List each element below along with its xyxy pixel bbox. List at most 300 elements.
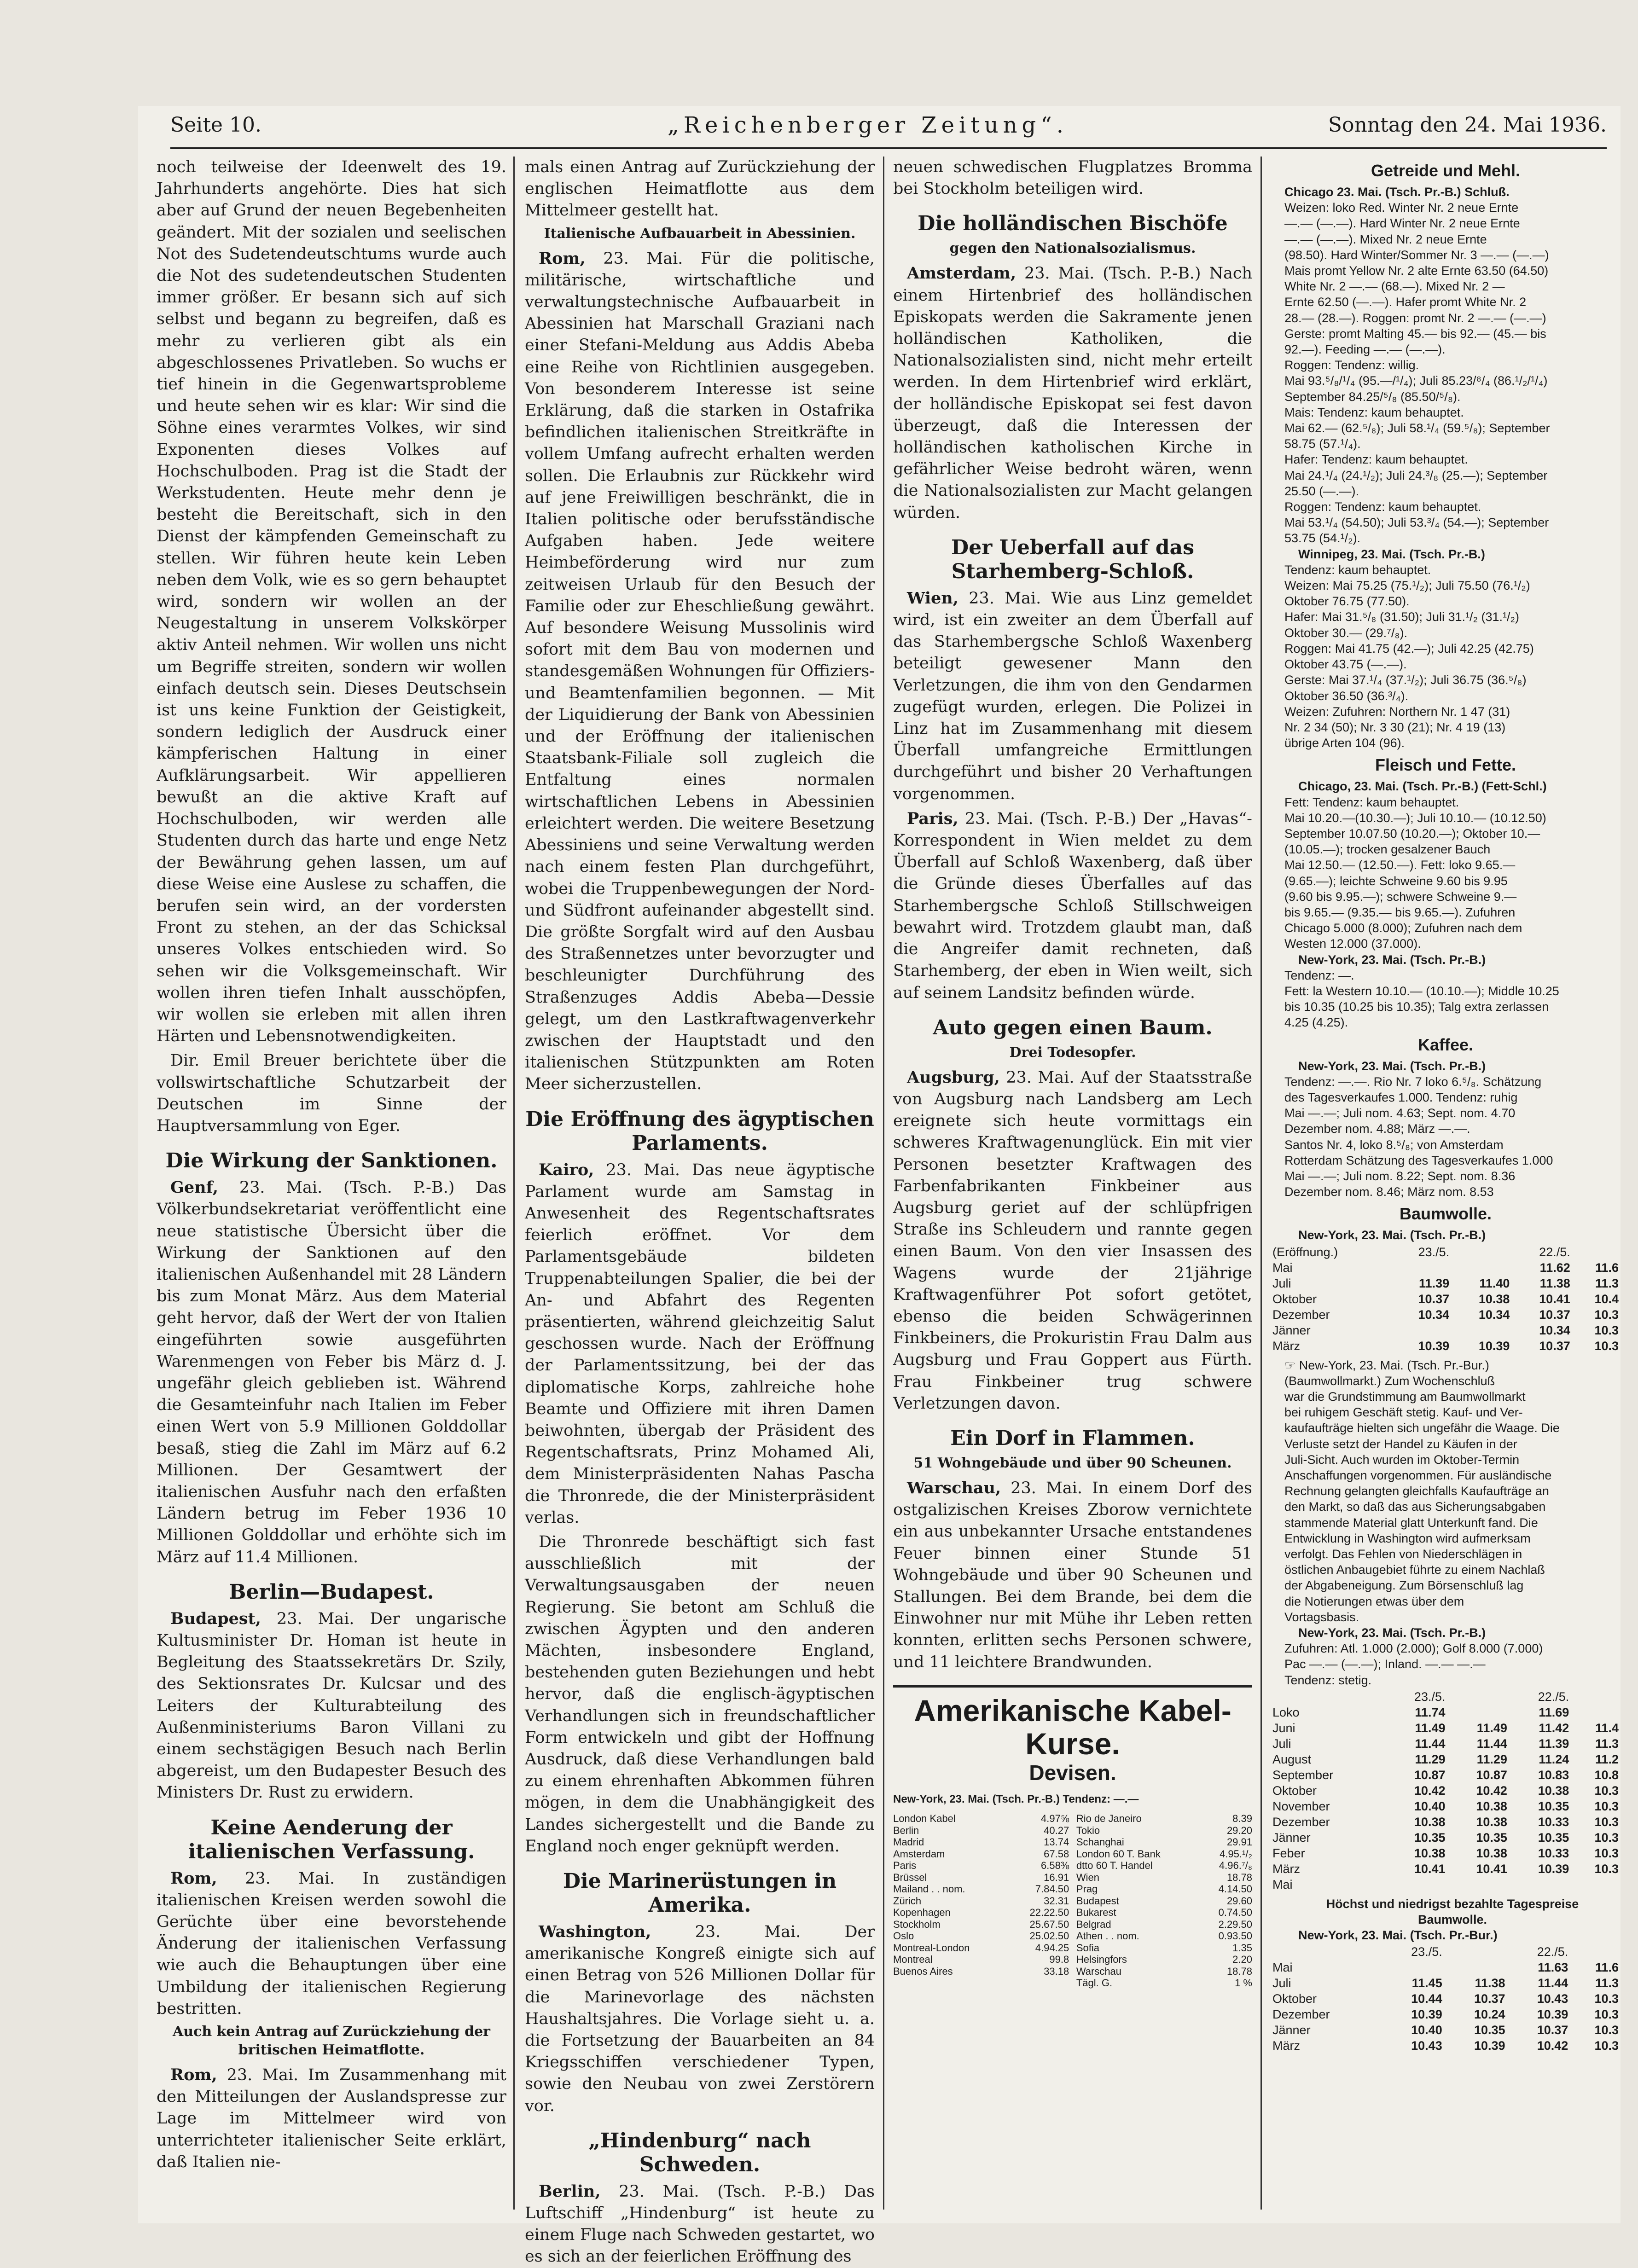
column-3 bbox=[893, 157, 1252, 2210]
table-value: 10.35 bbox=[1476, 1830, 1507, 1845]
market-block bbox=[1271, 1641, 1621, 1688]
table-header bbox=[1570, 1944, 1621, 1960]
table-value: 11.38 bbox=[1475, 1976, 1505, 1990]
table-value bbox=[1571, 1705, 1621, 1720]
devisen-place: Belgrad bbox=[1076, 1918, 1111, 1930]
table-value: 11.44 bbox=[1538, 1976, 1568, 1990]
market-line: 25.50 (—.—). bbox=[1284, 484, 1359, 498]
table-value: 10.3 bbox=[1594, 1862, 1619, 1876]
market-line: 92.—). Feeding —.— (—.—). bbox=[1284, 342, 1446, 357]
devisen-row bbox=[1076, 1966, 1252, 1978]
table-month: Juli bbox=[1272, 1976, 1291, 1990]
devisen-rate: 4.14.50 bbox=[1218, 1883, 1252, 1895]
market-block bbox=[1271, 1074, 1621, 1200]
table-month: März bbox=[1272, 1339, 1300, 1353]
devisen-place: Buenos Aires bbox=[893, 1965, 953, 1977]
table-value: 11.74 bbox=[1415, 1705, 1446, 1719]
devisen-row bbox=[1076, 1883, 1252, 1895]
table-row bbox=[1271, 1830, 1621, 1845]
market-line: war die Grundstimmung am Baumwollmarkt bbox=[1284, 1390, 1526, 1404]
table-value: 11.40 bbox=[1479, 1276, 1510, 1290]
table-value: 10.42 bbox=[1537, 2039, 1568, 2053]
table-row bbox=[1271, 1720, 1621, 1736]
table-value: 10.39 bbox=[1537, 2007, 1568, 2022]
dateline: Genf, bbox=[170, 1178, 219, 1197]
table-value: 11.44 bbox=[1476, 1736, 1507, 1751]
section-getreide: Getreide und Mehl. bbox=[1371, 161, 1521, 180]
market-line: Oktober 30.— (29.⁷/₈). bbox=[1284, 626, 1408, 640]
devisen-row bbox=[893, 1836, 1069, 1848]
table-value: 11.24 bbox=[1539, 1752, 1569, 1766]
table-month: Juli bbox=[1272, 1276, 1291, 1290]
dateline: Berlin, bbox=[539, 2181, 601, 2201]
devisen-place: dtto 60 T. Handel bbox=[1076, 1860, 1153, 1872]
market-line: Fett: la Western 10.10.— (10.10.—); Middle 10.25 bbox=[1284, 984, 1559, 998]
market-line: Hafer: Mai 31.⁵/₈ (31.50); Juli 31.¹/₂ (31.¹/₂) bbox=[1284, 610, 1520, 624]
table-value: 11.49 bbox=[1415, 1721, 1446, 1735]
table-month: Oktober bbox=[1272, 1783, 1317, 1798]
table-header bbox=[1444, 1944, 1507, 1960]
devisen-rate: 16.91 bbox=[1044, 1871, 1069, 1883]
article-body: Berlin, 23. Mai. (Tsch. P.-B.) Das Luftschiff „Hindenburg“ ist heute zu einem Fluge nach Schweden gestartet, wo es sich an der feierlichen Eröffnung des bbox=[525, 2181, 875, 2266]
table-value: 10.38 bbox=[1538, 1783, 1569, 1798]
devisen-rate: 7.84.50 bbox=[1035, 1883, 1069, 1895]
market-line: kaufaufträge hielten sich ungefähr die Waage. Die bbox=[1284, 1421, 1560, 1435]
dateline: Wien, bbox=[907, 588, 958, 608]
market-line: (9.60 bis 9.95.—); schwere Schweine 9.— bbox=[1284, 889, 1517, 904]
table-month: Oktober bbox=[1272, 1292, 1317, 1306]
table-month: Jänner bbox=[1272, 1830, 1311, 1845]
baumwolle-table-eroeffnung bbox=[1271, 1244, 1621, 1354]
devisen-row bbox=[1076, 1942, 1252, 1954]
table-row bbox=[1271, 1736, 1621, 1752]
devisen-title: Devisen. bbox=[1029, 1760, 1116, 1785]
table-value: 11.63 bbox=[1538, 1961, 1568, 1975]
dateline: Kairo, bbox=[539, 1160, 594, 1179]
devisen-row bbox=[1076, 1825, 1252, 1837]
article-continuation: mals einen Antrag auf Zurückziehung der englischen Heimatflotte aus dem Mittelmeer gestellt hat. bbox=[525, 158, 875, 220]
market-line: Chicago 5.000 (8.000); Zufuhren nach dem bbox=[1284, 921, 1522, 935]
devisen-place: Tägl. G. bbox=[1076, 1977, 1113, 1989]
table-month: Dezember bbox=[1272, 1307, 1330, 1322]
table-value bbox=[1444, 1960, 1507, 1975]
dateline: Amsterdam, bbox=[907, 264, 1016, 283]
table-month: Oktober bbox=[1272, 1992, 1317, 2006]
devisen-place: Mailand . . nom. bbox=[893, 1883, 965, 1895]
table-header bbox=[1271, 1689, 1385, 1705]
table-value: 10.87 bbox=[1414, 1768, 1446, 1782]
table-month: November bbox=[1272, 1799, 1330, 1813]
market-line: Zufuhren: Atl. 1.000 (2.000); Golf 8.000 (7.000) bbox=[1284, 1642, 1543, 1656]
headline-sanktionen: Die Wirkung der Sanktionen. bbox=[165, 1149, 498, 1173]
devisen-rate: 29.60 bbox=[1226, 1895, 1252, 1907]
devisen-place: Zürich bbox=[893, 1895, 922, 1907]
table-row bbox=[1271, 1845, 1621, 1861]
table-value: 10.40 bbox=[1411, 2023, 1442, 2037]
market-line: —.— (—.—). Hard Winter Nr. 2 neue Ernte bbox=[1284, 216, 1520, 231]
market-dateline: New-York, 23. Mai. (Tsch. Pr.-B.) bbox=[1298, 1228, 1486, 1242]
table-value: 10.3 bbox=[1594, 1992, 1619, 2006]
headline-marine: Die Marinerüstungen in Amerika. bbox=[563, 1869, 837, 1917]
table-month: Feber bbox=[1272, 1846, 1305, 1860]
table-value: 10.38 bbox=[1414, 1846, 1446, 1860]
table-value: 11.42 bbox=[1539, 1721, 1569, 1735]
table-row bbox=[1271, 1814, 1621, 1830]
masthead: „Reichenberger Zeitung“. bbox=[668, 112, 1069, 138]
table-value: 10.39 bbox=[1418, 1339, 1450, 1353]
market-line: Mai 53.¹/₄ (54.50); Juli 53.³/₄ (54.—); September bbox=[1284, 516, 1549, 530]
devisen-rate: 1 % bbox=[1235, 1977, 1252, 1989]
market-line: 53.75 (54.¹/₂). bbox=[1284, 531, 1361, 545]
devisen-rate: 29.20 bbox=[1226, 1824, 1252, 1836]
market-line: Roggen: Tendenz: willig. bbox=[1284, 358, 1419, 372]
table-value: 10.87 bbox=[1476, 1768, 1507, 1782]
table-month: Jänner bbox=[1272, 1323, 1311, 1337]
devisen-table bbox=[893, 1813, 1252, 1989]
market-dateline: New-York, 23. Mai. (Tsch. Pr.-B.) bbox=[1298, 952, 1486, 967]
table-header: 22./5. bbox=[1538, 1689, 1569, 1704]
market-line: Mai —.—; Juli nom. 8.22; Sept. nom. 8.36 bbox=[1284, 1169, 1516, 1183]
devisen-row bbox=[893, 1825, 1069, 1837]
table-value: 10.34 bbox=[1539, 1323, 1570, 1337]
market-line: Mais: Tendenz: kaum behauptet. bbox=[1284, 405, 1464, 419]
market-line: Mai 12.50.— (12.50.—). Fett: loko 9.65.— bbox=[1284, 858, 1516, 872]
market-dateline: Winnipeg, 23. Mai. (Tsch. Pr.-B.) bbox=[1298, 547, 1485, 561]
devisen-rate: 1.35 bbox=[1232, 1942, 1252, 1954]
devisen-row bbox=[893, 1966, 1069, 1978]
table-value: 10.37 bbox=[1474, 1992, 1505, 2006]
column-rule bbox=[1260, 157, 1262, 2210]
devisen-row bbox=[893, 1872, 1069, 1884]
table-value: 11.3 bbox=[1595, 1736, 1619, 1751]
market-line: (Baumwollmarkt.) Zum Wochenschluß bbox=[1284, 1374, 1495, 1388]
devisen-place: Montreal-London bbox=[893, 1942, 970, 1954]
table-value bbox=[1381, 1960, 1444, 1975]
kabel-kurse-title: Amerikanische Kabel-Kurse. bbox=[914, 1693, 1231, 1761]
article-body: Genf, 23. Mai. (Tsch. P.-B.) Das Völkerbundsekretariat veröffentlicht eine neue statistische Übersicht über die Wirkung der Sanktionen auf den italienischen Außenhandel mit 28 Ländern bis zum Monat März. Aus dem Material geht hervor, daß der Wert der von Italien eingeführten sowie ausgeführten Warenmengen von Feber bis März d. J. ungefähr gleich geblieben ist. Während die Gesamteinfuhr nach Italien im Feber einen Wert von 5.9 Millionen Golddollar besaß, stieg die Zahl im März auf 6.2 Millionen. Der Gesamtwert der italienischen Ausfuhr nach den erfaßten Ländern betrug im Feber 1936 10 Millionen Golddollar und erhöhte sich im März auf 11.4 Millionen. bbox=[157, 1178, 506, 1566]
devisen-row bbox=[1076, 1930, 1252, 1942]
devisen-place: Prag bbox=[1076, 1883, 1098, 1895]
devisen-row bbox=[1076, 1813, 1252, 1825]
market-line: White Nr. 2 —.— (68.—). Mixed Nr. 2 — bbox=[1284, 279, 1505, 294]
devisen-row bbox=[893, 1907, 1069, 1919]
devisen-place: Oslo bbox=[893, 1930, 914, 1942]
table-value: 10.38 bbox=[1478, 1292, 1510, 1306]
table-value: 10.3 bbox=[1594, 1815, 1619, 1829]
table-month: Jänner bbox=[1272, 2023, 1311, 2037]
market-line: Tendenz: stetig. bbox=[1284, 1673, 1372, 1687]
devisen-rate: 29.91 bbox=[1226, 1836, 1252, 1848]
table-value: 11.39 bbox=[1539, 1736, 1569, 1751]
table-header: 23./5. bbox=[1411, 1945, 1442, 1959]
table-value: 10.37 bbox=[1539, 1339, 1570, 1353]
devisen-rate: 4.97⅝ bbox=[1041, 1813, 1069, 1825]
table-value: 10.35 bbox=[1538, 1830, 1569, 1845]
dateline: Paris, bbox=[907, 809, 958, 828]
market-line: Oktober 76.75 (77.50). bbox=[1284, 594, 1410, 609]
section-kaffee: Kaffee. bbox=[1417, 1035, 1474, 1054]
market-line: Nr. 2 34 (50); Nr. 3 30 (21); Nr. 4 19 (13) bbox=[1284, 720, 1506, 734]
devisen-rate: 4.94.25 bbox=[1035, 1942, 1069, 1954]
headline-berlin-budapest: Berlin—Budapest. bbox=[229, 1580, 434, 1604]
table-value: 10.38 bbox=[1476, 1799, 1507, 1813]
market-line: Roggen: Tendenz: kaum behauptet. bbox=[1284, 500, 1481, 514]
table-header: (Eröffnung.) bbox=[1272, 1245, 1338, 1259]
table-value: 11.39 bbox=[1419, 1276, 1450, 1290]
market-line: 58.75 (57.¹/₄). bbox=[1284, 437, 1361, 451]
article-body: Rom, 23. Mai. Für die politische, militärische, wirtschaftliche und verwaltungstechnische Aufbauarbeit in Abessinien hat Marschall Graziani nach einer Stefani-Meldung aus Addis Abeba eine Reihe von Richtlinien ausgegeben. Von besonderem Interesse ist seine Erklärung, daß die starken in Ostafrika befindlichen italienischen Streitkräfte in vollem Umfang aufrecht erhalten werden sollen. Die Erlaubnis zur Rückkehr wird auf jene Freiwilligen beschränkt, die in Italien politische oder berufsständische Aufgaben haben. Jede weitere Heimbeförderung wird nur zum zeitweisen Urlaub für den Besuch der Familie oder zur Eheschließung gewährt. Auf besondere Weisung Mussolinis wird sofort mit dem Bau von modernen und standesgemäßen Wohnungen für Offiziers- und Beamtenfamilien begonnen. — Mit der Liquidierung der Bank von Abessinien und der Eröffnung der italienischen Staatsbank-Filiale soll zugleich die Entfaltung eines normalen wirtschaftlichen Lebens in Abessinien erleichtert werden. Die weitere Besetzung Abessiniens und seine Verwaltung werden nach einem festen Plan durchgeführt, wobei die Truppenbewegungen der Nord- und Südfront aufeinander abgestellt sind. Die größte Sorgfalt wird auf den Ausbau des Straßennetzes unter bevorzugter und beschleunigter Durchführung des Straßenzuges Addis Abeba—Dessie gelegt, um den Lastkraftwagenverkehr zwischen der Hauptstadt und den italienischen Stützpunkten am Roten Meer sicherzustellen. bbox=[525, 249, 875, 1094]
subheadline: 51 Wohngebäude und über 90 Scheunen. bbox=[913, 1455, 1232, 1471]
table-value: 10.83 bbox=[1538, 1768, 1569, 1782]
table-row bbox=[1271, 1276, 1621, 1291]
table-value: 10.3 bbox=[1594, 1783, 1619, 1798]
devisen-rate: 0.74.50 bbox=[1218, 1907, 1252, 1919]
market-dateline: Chicago, 23. Mai. (Tsch. Pr.-B.) (Fett-Schl.) bbox=[1298, 779, 1547, 794]
market-line: Oktober 43.75 (—.—). bbox=[1284, 657, 1407, 672]
market-line: stammende Material glatt Unterkunft fand. Die bbox=[1284, 1515, 1538, 1530]
table-value: 10.41 bbox=[1539, 1292, 1570, 1306]
table-month: Loko bbox=[1272, 1705, 1300, 1719]
devisen-rate: 99.8 bbox=[1049, 1954, 1069, 1966]
table-value: 11.45 bbox=[1411, 1976, 1442, 1990]
dateline: Budapest, bbox=[170, 1609, 261, 1628]
headline-auto: Auto gegen einen Baum. bbox=[933, 1015, 1213, 1039]
table-row bbox=[1271, 1975, 1621, 1991]
table-header: 22./5. bbox=[1537, 1945, 1568, 1959]
devisen-row bbox=[893, 1954, 1069, 1966]
article-body: Rom, 23. Mai. Im Zusammenhang mit den Mitteilungen der Auslandspresse zur Lage im Mittelmeer wird von unterrichteter italienischer Seite erklärt, daß Italien nie- bbox=[157, 2065, 506, 2171]
devisen-row bbox=[893, 1930, 1069, 1942]
table-value: 10.3 bbox=[1594, 2023, 1619, 2037]
table-row bbox=[1271, 2022, 1621, 2038]
table-value: 10.8 bbox=[1594, 1768, 1619, 1782]
table-month: Mai bbox=[1272, 1961, 1293, 1975]
dateline: Rom, bbox=[170, 2065, 217, 2085]
table-value: 10.38 bbox=[1414, 1815, 1446, 1829]
devisen-place: Bukarest bbox=[1076, 1907, 1116, 1919]
dateline: Augsburg, bbox=[907, 1067, 1000, 1087]
table-value: 10.33 bbox=[1538, 1846, 1569, 1860]
table-value: 10.34 bbox=[1478, 1307, 1510, 1322]
table-month: Juni bbox=[1272, 1721, 1295, 1735]
table-value bbox=[1391, 1260, 1451, 1276]
market-line: übrige Arten 104 (96). bbox=[1284, 736, 1405, 750]
table-value: 10.3 bbox=[1594, 2039, 1619, 2053]
market-line: Ernte 62.50 (—.—). Hafer promt White Nr. 2 bbox=[1284, 295, 1527, 309]
market-line: Westen 12.000 (37.000). bbox=[1284, 937, 1421, 951]
table-header bbox=[1447, 1689, 1509, 1705]
table-value: 10.3 bbox=[1594, 1307, 1619, 1322]
devisen-place: Madrid bbox=[893, 1836, 924, 1848]
table-month: Dezember bbox=[1272, 1815, 1330, 1829]
table-row bbox=[1271, 1877, 1621, 1892]
market-line: 28.— (28.—). Roggen: promt Nr. 2 —.— (—.—) bbox=[1284, 311, 1546, 325]
market-line: östlichen Anbaugebiet führte zu einem Nachlaß bbox=[1284, 1563, 1545, 1577]
devisen-row bbox=[893, 1848, 1069, 1860]
column-4-markets bbox=[1271, 157, 1621, 2210]
devisen-place: Sofia bbox=[1076, 1942, 1099, 1954]
devisen-place: Rio de Janeiro bbox=[1076, 1813, 1142, 1825]
subheadline: Drei Todesopfer. bbox=[1009, 1044, 1136, 1061]
table-value: 10.37 bbox=[1539, 1307, 1570, 1322]
market-dateline: New-York, 23. Mai. (Tsch. Pr.-Bur.) bbox=[1298, 1928, 1498, 1943]
table-row bbox=[1271, 1752, 1621, 1767]
table-value: 10.40 bbox=[1414, 1799, 1446, 1813]
market-line: bei ruhigem Geschäft stetig. Kauf- und Ver- bbox=[1284, 1405, 1523, 1420]
devisen-left bbox=[893, 1813, 1069, 1989]
table-value: 11.4 bbox=[1595, 1721, 1619, 1735]
market-line: verfolgt. Das Fehlen von Niederschlägen in bbox=[1284, 1547, 1522, 1561]
devisen-rate: 6.58⅜ bbox=[1041, 1860, 1069, 1872]
table-value: 10.35 bbox=[1414, 1830, 1446, 1845]
page-header bbox=[170, 110, 1607, 149]
headline-verfassung: Keine Aenderung der italienischen Verfassung. bbox=[188, 1816, 475, 1863]
table-value: 10.39 bbox=[1474, 2039, 1505, 2053]
table-value: 10.37 bbox=[1418, 1292, 1450, 1306]
table-value: 11.44 bbox=[1415, 1736, 1446, 1751]
market-line: Dezember nom. 8.46; März nom. 8.53 bbox=[1284, 1185, 1494, 1199]
market-line: Weizen: Mai 75.25 (75.¹/₂); Juli 75.50 (76.¹/₂) bbox=[1284, 579, 1530, 593]
table-value bbox=[1385, 1877, 1447, 1892]
devisen-place: Schanghai bbox=[1076, 1836, 1124, 1848]
market-line: Verluste setzt der Handel zu Käufen in der bbox=[1284, 1437, 1517, 1451]
market-line: September 84.25/⁵/₈ (85.50/⁵/₈). bbox=[1284, 389, 1461, 404]
article-body: Washington, 23. Mai. Der amerikanische Kongreß einigte sich auf einen Betrag von 526 Millionen Dollar für die Marinevorlage des nächsten Haushaltsjahres. Die Vorlage sieht u. a. die Fortsetzung der Bauarbeiten an 84 Kriegsschiffen verschiedener Typen, sowie den Neubau von zwei Zerstörern vor. bbox=[525, 1922, 875, 2115]
table-value bbox=[1451, 1323, 1511, 1338]
table-value: 10.34 bbox=[1418, 1307, 1450, 1322]
devisen-place: London 60 T. Bank bbox=[1076, 1848, 1161, 1860]
table-value bbox=[1571, 1877, 1621, 1892]
table-value: 11.3 bbox=[1595, 1276, 1619, 1290]
devisen-row bbox=[893, 1813, 1069, 1825]
subheadline: gegen den Nationalsozialismus. bbox=[949, 240, 1196, 257]
devisen-rate: 2.20 bbox=[1232, 1954, 1252, 1966]
newspaper-page bbox=[138, 106, 1621, 2266]
table-row bbox=[1271, 1291, 1621, 1307]
market-line: 4.25 (4.25). bbox=[1284, 1015, 1348, 1030]
devisen-row bbox=[1076, 1872, 1252, 1884]
headline-heimatflotte: Auch kein Antrag auf Zurückziehung der britischen Heimatflotte. bbox=[173, 2024, 490, 2059]
devisen-place: Amsterdam bbox=[893, 1848, 945, 1860]
market-line: Gerste: promt Malting 45.— bis 92.— (45.— bis bbox=[1284, 326, 1546, 341]
devisen-row bbox=[1076, 1895, 1252, 1907]
article-continuation: neuen schwedischen Flugplatzes Bromma bei Stockholm beteiligen wird. bbox=[893, 158, 1252, 198]
market-block bbox=[1271, 795, 1621, 952]
market-line: Dezember nom. 4.88; März —.—. bbox=[1284, 1122, 1470, 1136]
market-line: des Tagesverkaufes 1.000. Tendenz: ruhig bbox=[1284, 1090, 1518, 1104]
table-value: 10.42 bbox=[1476, 1783, 1507, 1798]
devisen-row bbox=[1076, 1848, 1252, 1860]
table-header: 22./5. bbox=[1539, 1245, 1570, 1259]
devisen-place: Paris bbox=[893, 1860, 917, 1872]
market-line: Mai 93.⁵/₈/¹/₄ (95.—/¹/₄); Juli 85.23/⁸/₄ (86.¹/₂/¹/₄) bbox=[1284, 374, 1548, 388]
article-body: Kairo, 23. Mai. Das neue ägyptische Parlament wurde am Samstag in Anwesenheit des Regentschaftsrates feierlich eröffnet. Vor dem Parlamentsgebäude bildeten Truppenabteilungen Spalier, die bei der An- und Abfahrt des Regenten präsentierten, während gleichzeitig Salut geschossen wurde. Nach der Eröffnung der Parlamentssitzung, bei der das diplomatische Korps, zahlreiche hohe Beamte und Offiziere mit ihren Damen beiwohnten, übergab der Präsident des Regentschaftsrats, Prinz Mohamed Ali, dem Ministerpräsidenten Nahas Pascha die Thronrede, die der Ministerpräsident verlas. bbox=[525, 1160, 875, 1527]
table-row bbox=[1271, 1960, 1621, 1975]
table-month: Mai bbox=[1272, 1260, 1293, 1275]
table-month: September bbox=[1272, 1768, 1334, 1782]
dateline: Warschau, bbox=[907, 1478, 1001, 1497]
table-row bbox=[1271, 1798, 1621, 1814]
devisen-right bbox=[1076, 1813, 1252, 1989]
devisen-row bbox=[1076, 1919, 1252, 1931]
devisen-place: Stockholm bbox=[893, 1918, 941, 1930]
market-dateline: New-York, 23. Mai. (Tsch. Pr.-B.) bbox=[1298, 1626, 1486, 1640]
devisen-dateline: New-York, 23. Mai. (Tsch. Pr.-B.) Tendenz: —.— bbox=[893, 1792, 1139, 1805]
table-value: 10.44 bbox=[1411, 1992, 1442, 2006]
table-value bbox=[1509, 1877, 1571, 1892]
article-paragraph: Die Thronrede beschäftigt sich fast ausschließlich mit der Verwaltungsausgaben der neuen Regierung. Sie betont am Schluß die zwischen Ägypten und den anderen Mächten, insbesondere England, bestehenden guten Beziehungen und hebt hervor, daß die englisch-ägyptischen Verhandlungen sich in freundschaftlicher Form entwickeln und gibt der Hoffnung Ausdruck, daß diese Verhandlungen bald zu einem ehrenhaften Abkommen führen mögen, in dem die Unabhängigkeit des Landes sichergestellt und die Bande zu England noch enger geknüpft werden. bbox=[525, 1532, 875, 1856]
devisen-row bbox=[1076, 1860, 1252, 1872]
table-value: 10.43 bbox=[1537, 1992, 1568, 2006]
table-row bbox=[1271, 1861, 1621, 1877]
devisen-row bbox=[1076, 1954, 1252, 1966]
market-line: Gerste: Mai 37.¹/₄ (37.¹/₂); Juli 36.75 (36.⁵/₈) bbox=[1284, 673, 1527, 687]
market-dateline: Chicago 23. Mai. (Tsch. Pr.-B.) Schluß. bbox=[1284, 185, 1510, 199]
devisen-row bbox=[893, 1883, 1069, 1895]
devisen-rate: 13.74 bbox=[1044, 1836, 1069, 1848]
market-line: September 10.07.50 (10.20.—); Oktober 10.— bbox=[1284, 826, 1540, 841]
table-header bbox=[1451, 1244, 1511, 1260]
devisen-place: Tokio bbox=[1076, 1824, 1100, 1836]
devisen-row bbox=[1076, 1977, 1252, 1989]
baumwolle-table-hoechst bbox=[1271, 1944, 1621, 2053]
table-value: 10.3 bbox=[1594, 1846, 1619, 1860]
article-body: Budapest, 23. Mai. Der ungarische Kultusminister Dr. Homan ist heute in Begleitung des Staatssekretärs Dr. Szily, des Sektionsrates Dr. Kulcsar und des Leiters der Kulturabteilung des Außenministeriums Baron Villani zu einem sechstägigen Besuch nach Berlin abgereist, um den Budapester Besuch des Ministers Dr. Rust zu erwidern. bbox=[157, 1609, 506, 1802]
table-value bbox=[1391, 1323, 1451, 1338]
table-value: 11.29 bbox=[1415, 1752, 1446, 1766]
devisen-rate: 32.31 bbox=[1044, 1895, 1069, 1907]
devisen-rate: 25.67.50 bbox=[1029, 1918, 1069, 1930]
page-number: Seite 10. bbox=[170, 113, 261, 137]
table-value: 10.24 bbox=[1474, 2007, 1505, 2022]
table-row bbox=[1271, 1991, 1621, 2007]
market-line: Entwicklung in Washington wird aufmerksam bbox=[1284, 1531, 1531, 1545]
market-line: Roggen: Mai 41.75 (42.—); Juli 42.25 (42.75) bbox=[1284, 641, 1534, 655]
table-value: 10.35 bbox=[1538, 1799, 1569, 1813]
market-line: bis 9.65.— (9.35.— bis 9.65.—). Zufuhren bbox=[1284, 905, 1516, 919]
article-body: Augsburg, 23. Mai. Auf der Staatsstraße von Augsburg nach Landsberg am Lech ereignete sich heute vormittags ein schweres Kraftwagenunglück. Ein mit vier Personen besetzter Kraftwagen des Farbenfabrikanten Finkbeiner aus Augsburg geriet auf der schlüpfrigen Straße ins Schleudern und rannte gegen einen Baum. Von den vier Insassen des Wagens wurde der 21jährige Kraftwagenführer Pot sofort getötet, ebenso die beiden Schwägerinnen Finkbeiners, die Prokuristin Frau Dalm aus Augsburg und Frau Goppert aus Fürth. Frau Finkbeiner trug schwere Verletzungen davon. bbox=[893, 1067, 1252, 1413]
table-value bbox=[1447, 1705, 1509, 1720]
market-line: Tendenz: —.—. Rio Nr. 7 loko 6.⁵/₈. Schätzung bbox=[1284, 1074, 1542, 1089]
table-value bbox=[1447, 1877, 1509, 1892]
table-value: 10.3 bbox=[1594, 1323, 1619, 1337]
market-line: Tendenz: kaum behauptet. bbox=[1284, 563, 1431, 577]
devisen-place: Montreal bbox=[893, 1954, 933, 1966]
market-block bbox=[1271, 562, 1621, 751]
table-row bbox=[1271, 1323, 1621, 1338]
market-line: Oktober 36.50 (36.³/₄). bbox=[1284, 689, 1409, 703]
devisen-rate: 22.22.50 bbox=[1029, 1907, 1069, 1919]
market-line: Mai 62.— (62.⁵/₈); Juli 58.¹/₄ (59.⁵/₈); September bbox=[1284, 421, 1550, 435]
headline-abessinien: Italienische Aufbauarbeit in Abessinien. bbox=[544, 225, 856, 242]
table-row bbox=[1271, 1260, 1621, 1276]
table-value: 10.38 bbox=[1476, 1815, 1507, 1829]
market-line: (10.05.—); trocken gesalzener Bauch bbox=[1284, 842, 1491, 857]
table-header bbox=[1571, 1689, 1621, 1705]
table-header: 23./5. bbox=[1418, 1245, 1450, 1259]
table-month: März bbox=[1272, 2039, 1300, 2053]
market-block bbox=[1271, 200, 1621, 546]
headline-aegypten: Die Eröffnung des ägyptischen Parlaments. bbox=[525, 1107, 874, 1155]
devisen-rate: 4.95.¹/₂ bbox=[1220, 1848, 1252, 1860]
table-value: 10.35 bbox=[1474, 2023, 1505, 2037]
market-line: Mai 10.20.—(10.30.—); Juli 10.10.— (10.12.50) bbox=[1284, 811, 1546, 825]
table-header bbox=[1271, 1944, 1381, 1960]
table-month: August bbox=[1272, 1752, 1312, 1766]
table-month: Mai bbox=[1272, 1877, 1293, 1891]
market-line: Pac —.— (—.—); Inland. —.— —.— bbox=[1284, 1657, 1486, 1671]
table-value: 11.6 bbox=[1595, 1260, 1619, 1275]
